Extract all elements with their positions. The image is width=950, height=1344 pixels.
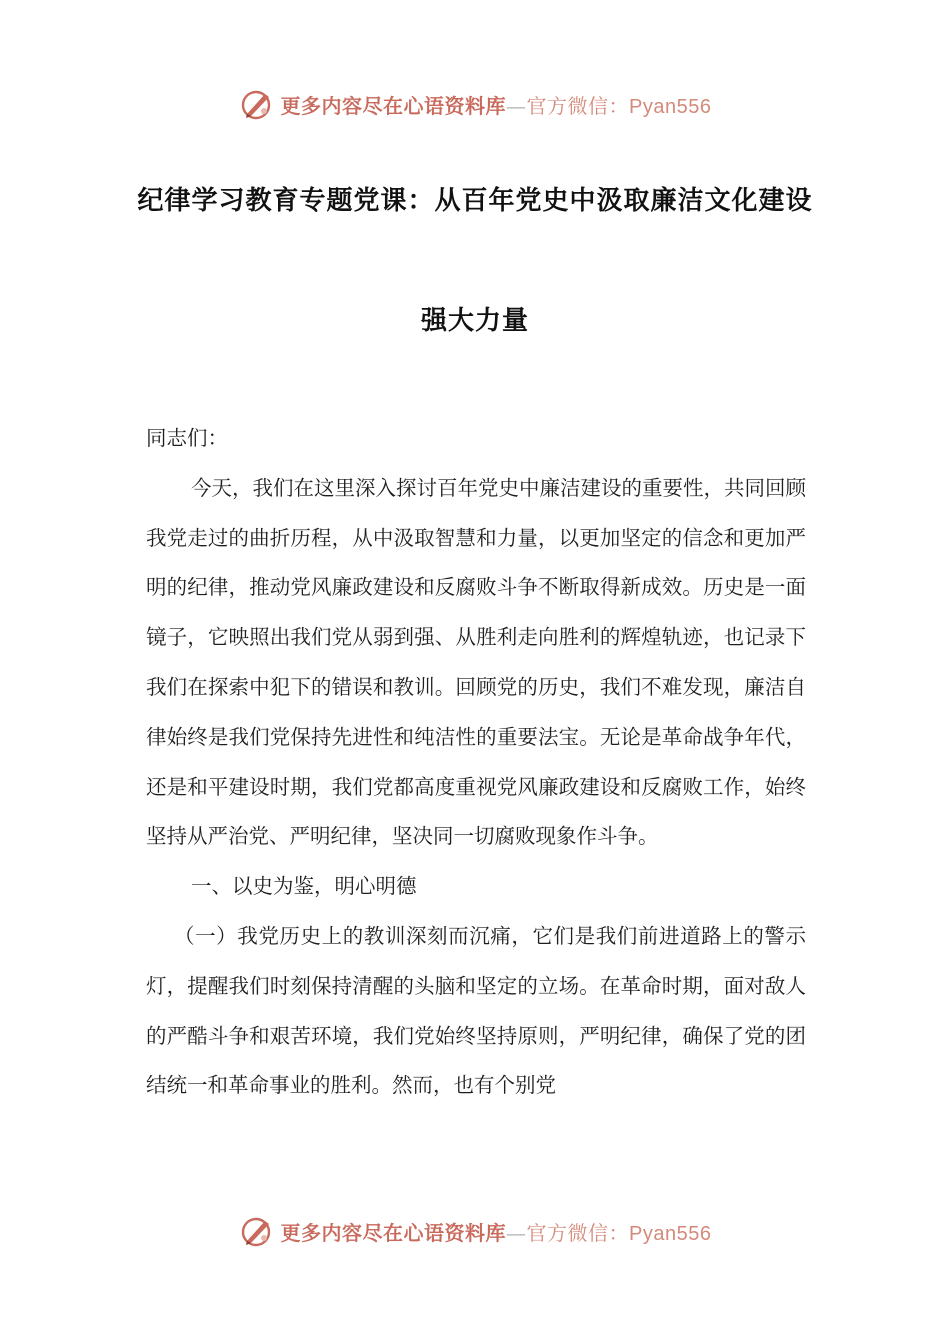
watermark-banner-top — [0, 82, 950, 126]
watermark-suffix: 官方微信： — [526, 93, 630, 118]
paragraph-2: （一）我党历史上的教训深刻而沉痛，它们是我们前进道路上的警示灯，提醒我们时刻保持清醒的头脑和坚定的立场。在革命时期，面对敌人的严酷斗争和艰苦环境，我们党始终坚持原则，严明纪律，确保了党的团结统一和革命事业的胜利。然而，也有个别党 — [146, 923, 806, 1098]
watermark-dash: — — [506, 1220, 527, 1245]
section-heading-1: 一、以史为鉴，明心明德 — [191, 874, 417, 899]
watermark-brand: 更多内容尽在心语资料库 — [280, 93, 507, 118]
watermark-suffix: 官方微信： — [526, 1220, 630, 1245]
watermark-brand: 更多内容尽在心语资料库 — [280, 1220, 507, 1245]
watermark-dash: — — [506, 93, 527, 118]
salutation: 同志们： — [146, 426, 228, 450]
pen-logo-icon — [239, 86, 275, 122]
document-title-line1: 纪律学习教育专题党课：从百年党史中汲取廉洁文化建设 — [137, 186, 813, 216]
paragraph-1: 今天，我们在这里深入探讨百年党史中廉洁建设的重要性，共同回顾我党走过的曲折历程，从中汲取智慧和力量，以更加坚定的信念和更加严明的纪律，推动党风廉政建设和反腐败斗争不断取得新成效。历史是一面镜子，它映照出我们党从弱到强、从胜利走向胜利的辉煌轨迹，也记录下我们在探索中犯下的错误和教训。回顾党的历史，我们不难发现，廉洁自律始终是我们党保持先进性和纯洁性的重要法宝。无论是革命战争年代，还是和平建设时期，我们党都高度重视党风廉政建设和反腐败工作，始终坚持从严治党、严明纪律，坚决同一切腐败现象作斗争。 — [146, 475, 806, 849]
watermark-text — [281, 90, 712, 119]
watermark-banner-bottom — [0, 1209, 950, 1253]
watermark-id: Pyan556 — [629, 95, 712, 118]
watermark-text — [281, 1217, 712, 1246]
document-title-line2: 强大力量 — [420, 306, 529, 336]
document-body — [146, 414, 806, 1111]
pen-logo-icon — [239, 1213, 275, 1249]
watermark-id: Pyan556 — [629, 1222, 712, 1245]
